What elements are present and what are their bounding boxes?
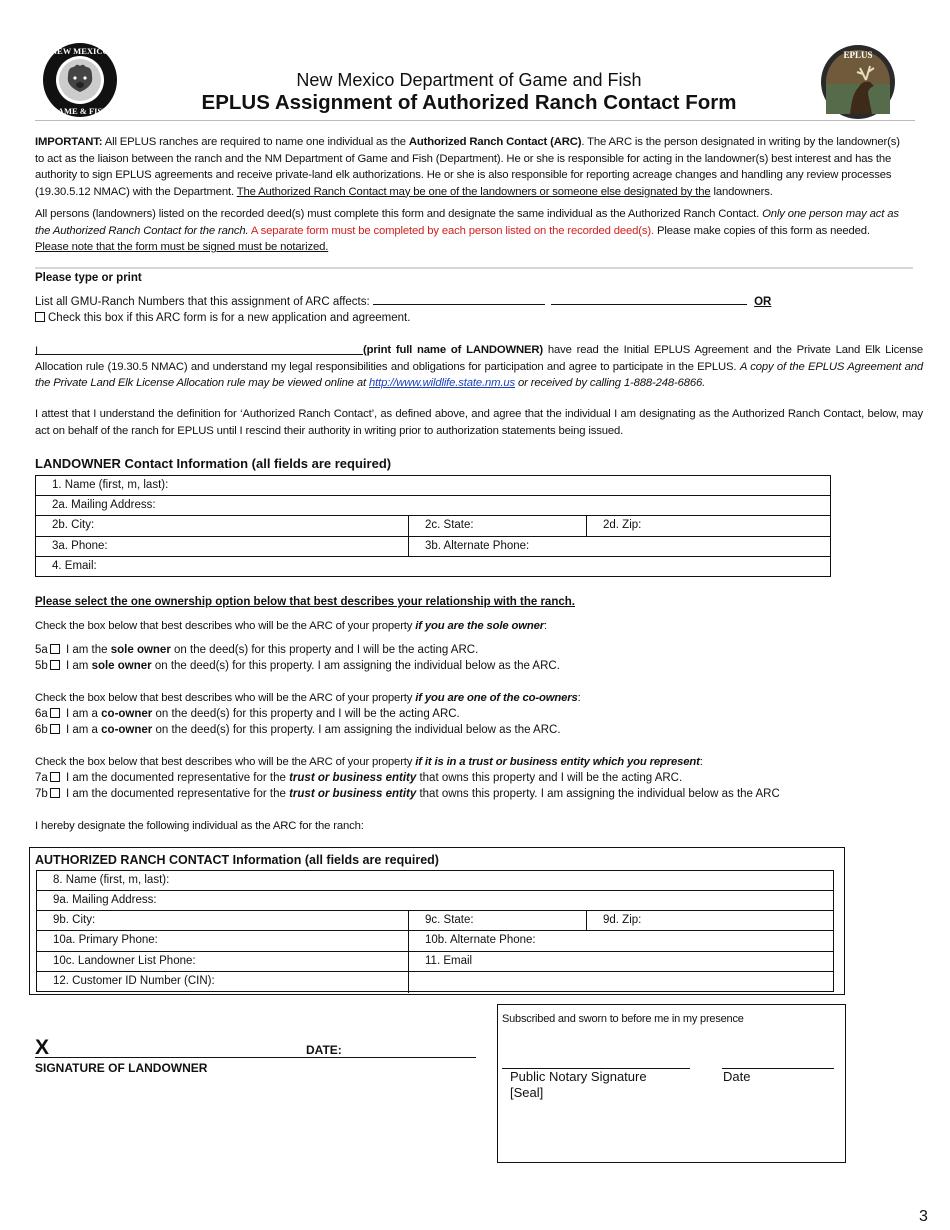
arc-primary-phone-field[interactable] (37, 931, 408, 951)
field-label: 10b. Alternate Phone: (425, 934, 536, 946)
field-label: 9c. State: (425, 914, 474, 926)
gmu-list-label: List all GMU-Ranch Numbers that this assignment of ARC affects: (35, 296, 373, 308)
arc-zip-field[interactable] (586, 911, 835, 930)
arc-definition-paragraph: I attest that I understand the definition for ‘Authorized Ranch Contact’, as defined above, and agree that the individual I am designating as the Authorized Ranch Contact, below, may act on behalf of the ranch for EPLUS until I rescind their authority in writing prior to authorization statements being issued. (35, 408, 923, 437)
option-5b (35, 658, 560, 675)
sole-owner-intro: Check the box below that best describes who will be the ARC of your property if you are the sole owner: (35, 620, 547, 632)
notary-sworn-text: Subscribed and sworn to before me in my presence (502, 1013, 744, 1025)
one-person-note: Only one person may act as the Authorized Ranch Contact for the ranch. (35, 208, 899, 237)
type-print-label: Please type or print (35, 272, 142, 284)
option-emphasis: trust or business entity (289, 772, 417, 784)
date-label: DATE: (306, 1043, 342, 1057)
intro-text: Check the box below that best describes who will be the ARC of your property (35, 756, 416, 768)
option-text: I am the documented representative for the (62, 788, 290, 800)
persons-text: All persons (landowners) listed on the recorded deed(s) must complete this form and designate the same individual as the Authorized Ranch Contact. (35, 208, 763, 220)
logo-text-bottom: GAME & FISH (51, 106, 109, 116)
field-label: 8. Name (first, m, last): (53, 874, 170, 886)
page-title: EPLUS Assignment of Authorized Ranch Contact Form (201, 91, 737, 114)
landowner-email-field[interactable] (36, 557, 830, 577)
field-label: 10a. Primary Phone: (53, 934, 158, 946)
arc-landowner-phone-field[interactable] (37, 952, 408, 971)
option-6b (35, 722, 561, 739)
option-text: I am the (62, 644, 111, 656)
option-number: 5b (35, 660, 48, 672)
attest-phone-note: or received by calling 1-888-248-6866. (515, 377, 706, 389)
option-emphasis: sole owner (110, 644, 171, 656)
intro-text: landowners. (710, 185, 773, 198)
arc-cin-field[interactable] (37, 972, 408, 993)
option-7a (35, 770, 682, 787)
ownership-heading-text: Please select the one ownership option below that best describes your relationship with the ranch. (35, 596, 575, 608)
notary-date-label: Date (723, 1069, 751, 1084)
copies-note: Please make copies of this form as needed. (654, 224, 870, 237)
arc-cin-value[interactable] (408, 972, 835, 993)
table-row (37, 871, 833, 891)
arc-email-field[interactable] (408, 952, 835, 971)
signature-x: X (35, 1036, 50, 1059)
option-7a-checkbox[interactable] (50, 772, 60, 782)
arc-state-field[interactable] (408, 911, 586, 930)
option-text: that owns this property and I will be the acting ARC. (416, 772, 683, 784)
option-7b-checkbox[interactable] (50, 788, 60, 798)
option-text: I am a (62, 724, 102, 736)
notarized-note: Please note that the form must be signed must be notarized. (35, 241, 329, 253)
table-row (37, 952, 833, 972)
table-row (36, 557, 830, 577)
option-emphasis: co-owner (101, 708, 153, 720)
option-text: on the deed(s) for this property and I will be the acting ARC. (152, 708, 460, 720)
co-owner-intro: Check the box below that best describes who will be the ARC of your property if you are one of the co-owners: (35, 692, 581, 704)
new-application-label: Check this box if this ARC form is for a new application and agreement. (48, 312, 411, 324)
persons-paragraph (35, 206, 905, 256)
field-label: 12. Customer ID Number (CIN): (53, 975, 215, 987)
field-label: 10c. Landowner List Phone: (53, 955, 196, 967)
table-row (36, 476, 830, 496)
option-number: 5a (35, 644, 48, 656)
field-label: 2c. State: (425, 519, 474, 531)
header-rule (35, 120, 915, 121)
table-row (37, 911, 833, 931)
landowner-state-field[interactable] (408, 516, 586, 536)
new-application-line (35, 310, 410, 327)
attest-copy-note: A copy of the EPLUS Agreement and the Private Land Elk License Allocation rule may be viewed online at (35, 360, 924, 389)
signature-label: SIGNATURE OF LANDOWNER (35, 1061, 208, 1075)
notary-box (497, 1004, 846, 1163)
arc-mailing-field[interactable] (37, 891, 833, 910)
landowner-city-field[interactable] (36, 516, 408, 536)
option-6a-checkbox[interactable] (50, 708, 60, 718)
eplus-logo-text: EPLUS (843, 50, 873, 60)
section-rule (35, 267, 913, 269)
table-row (37, 891, 833, 911)
option-emphasis: trust or business entity (289, 788, 417, 800)
or-label: OR (754, 296, 772, 308)
field-label: 4. Email: (52, 560, 97, 572)
option-5a (35, 642, 478, 659)
option-number: 7a (35, 772, 48, 784)
separate-form-note: A separate form must be completed by each person listed on the recorded deed(s). (248, 224, 655, 237)
intro-text: Check the box below that best describes who will be the ARC of your property (35, 620, 416, 632)
wildlife-link[interactable]: http://www.wildlife.state.nm.us (369, 377, 516, 389)
department-name: New Mexico Department of Game and Fish (296, 70, 642, 90)
landowner-phone-field[interactable] (36, 537, 408, 556)
notary-seal-label: [Seal] (510, 1085, 544, 1100)
option-text: on the deed(s) for this property and I will be the acting ARC. (170, 644, 479, 656)
option-text: I am a (62, 708, 102, 720)
option-emphasis: sole owner (91, 660, 152, 672)
field-label: 3a. Phone: (52, 540, 108, 552)
page-number: 3 (919, 1208, 928, 1225)
landowner-table (35, 475, 831, 577)
table-row (36, 537, 830, 557)
table-row (37, 972, 833, 993)
arc-term: Authorized Ranch Contact (ARC) (408, 136, 582, 148)
intro-underlined: The Authorized Ranch Contact may be one of the landowners or someone else designated by the (236, 185, 711, 198)
field-label: 2a. Mailing Address: (52, 499, 156, 511)
landowner-section-heading: LANDOWNER Contact Information (all fields are required) (35, 456, 392, 471)
intro-text: All EPLUS ranches are required to name one individual as the (102, 136, 409, 148)
arc-alt-phone-field[interactable] (408, 931, 835, 951)
intro-emphasis: if you are one of the co-owners (415, 692, 578, 704)
table-row (37, 931, 833, 952)
option-7b (35, 786, 780, 803)
field-label: 2b. City: (52, 519, 95, 531)
field-label: 2d. Zip: (603, 519, 642, 531)
attest-text: have read the Initial EPLUS Agreement and the Private Land Elk License Allocation rule (19.30.5 NMAC) and understand my legal responsibilities and obligations for participation and agree to participate in the EPLUS. (35, 344, 923, 373)
ownership-heading (35, 596, 575, 608)
landowner-mailing-field[interactable] (36, 496, 830, 515)
print-name-label: (print full name of LANDOWNER) (363, 344, 544, 356)
gmu-line (35, 294, 915, 311)
option-text: I am the documented representative for the (62, 772, 290, 784)
option-text: on the deed(s) for this property. I am assigning the individual below as the ARC. (152, 724, 561, 736)
field-label: 9b. City: (53, 914, 96, 926)
option-5a-checkbox[interactable] (50, 644, 60, 654)
field-label: 9a. Mailing Address: (53, 894, 157, 906)
option-text: on the deed(s) for this property. I am assigning the individual below as the ARC. (151, 660, 560, 672)
landowner-attest-paragraph (35, 342, 923, 392)
gmu-numbers-field-2[interactable] (551, 294, 747, 305)
arc-city-field[interactable] (37, 911, 408, 930)
option-number: 6b (35, 724, 48, 736)
landowner-name-field[interactable] (36, 476, 830, 495)
option-text: I am (62, 660, 92, 672)
arc-table (36, 870, 834, 992)
intro-emphasis: if you are the sole owner (415, 620, 544, 632)
new-application-checkbox[interactable] (35, 312, 45, 322)
landowner-zip-field[interactable] (586, 516, 832, 536)
intro-paragraph (35, 134, 905, 200)
table-row (36, 496, 830, 516)
landowner-name-field[interactable]: I (35, 343, 363, 355)
option-emphasis: co-owner (101, 724, 153, 736)
option-6b-checkbox[interactable] (50, 724, 60, 734)
option-number: 7b (35, 788, 48, 800)
field-label: 1. Name (first, m, last): (52, 479, 169, 491)
designate-statement: I hereby designate the following individual as the ARC for the ranch: (35, 820, 364, 832)
option-5b-checkbox[interactable] (50, 660, 60, 670)
important-label: IMPORTANT: (35, 136, 103, 148)
field-label: 9d. Zip: (603, 914, 642, 926)
intro-text: Check the box below that best describes who will be the ARC of your property (35, 692, 416, 704)
arc-name-field[interactable] (37, 871, 833, 890)
intro-text: . The ARC is the person designated in writing by the landowner(s) to act as the liaison between the ranch and the NM Department of Game and Fish (Department). He or she is responsible for acting in the landowner(s) best interest and has the authority to sign EPLUS agreements and receive private-land elk authorizations. He or she is also responsible for reporting acreage changes and handling any review processes (19.30.5.12 NMAC) with the Department. (35, 136, 900, 198)
logo-text-top: NEW MEXICO (50, 46, 110, 56)
option-6a (35, 706, 460, 723)
landowner-alt-phone-field[interactable] (408, 537, 832, 556)
trust-intro: Check the box below that best describes who will be the ARC of your property if it is in a trust or business entity which you represent: (35, 756, 703, 768)
field-label: 3b. Alternate Phone: (425, 540, 530, 552)
option-number: 6a (35, 708, 48, 720)
option-text: that owns this property. I am assigning the individual below as the ARC (416, 788, 780, 800)
landowner-signature-field[interactable] (35, 1057, 476, 1058)
notary-signature-label: Public Notary Signature (510, 1069, 647, 1084)
table-row (36, 516, 830, 537)
arc-section-heading: AUTHORIZED RANCH CONTACT Information (all fields are required) (35, 853, 439, 867)
field-label: 11. Email (425, 955, 473, 967)
intro-emphasis: if it is in a trust or business entity which you represent (415, 756, 700, 768)
gmu-numbers-field[interactable] (373, 294, 545, 305)
